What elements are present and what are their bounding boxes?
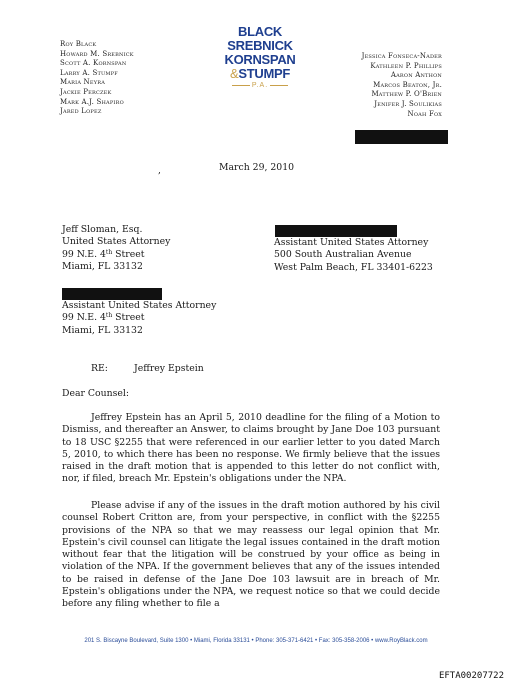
partner-name: Roy Black <box>60 40 97 48</box>
redaction-bar <box>275 225 397 237</box>
firm-logo <box>210 25 310 91</box>
partner-name: Jessica Fonseca-Nader <box>361 52 442 60</box>
body-paragraph-1: Jeffrey Epstein has an April 5, 2010 deadline for the filing of a Motion to Dismiss, and thereafter an Answer, to claims brought by Jane Doe 103 pursuant to 18 USC §2255 that were referenced in our earlier letter to you dated March 5, 2010, to which there has been no response. We firmly believe that the issues raised in the draft motion that is appended to this letter do not conflict with, nor, if filed, breach Mr. Epstein's obligations under the NPA. <box>62 412 440 485</box>
addressee-street: 99 N.E. 4th Street <box>62 248 145 260</box>
letterhead-footer: 201 S. Biscayne Boulevard, Suite 1300 • Miami, Florida 33131 • Phone: 305-371-6421 • Fax: 305-358-2006 • www.RoyBlack.com <box>84 638 428 644</box>
redaction-bar <box>355 130 448 144</box>
addressee-street: 500 South Australian Avenue <box>274 249 412 261</box>
right-partner-list <box>362 52 442 119</box>
partner-name: Jared Lopez <box>60 107 102 116</box>
logo-line: SREBNICK <box>227 38 293 53</box>
addressee-title: Assistant United States Attorney <box>62 300 217 311</box>
partner-name: Noah Fox <box>407 109 442 118</box>
partner-name: Scott A. Kornspan <box>60 59 127 68</box>
partner-name: Jackie Perczek <box>60 87 112 96</box>
addressee-city: Miami, FL 33132 <box>62 260 143 272</box>
addressee-left <box>62 224 170 273</box>
stray-mark: , <box>158 165 161 176</box>
partner-name: Marcos Beaton, Jr. <box>373 80 442 89</box>
redaction-bar <box>62 288 162 300</box>
partner-name: Larry A. Stumpf <box>60 68 118 77</box>
logo-ampersand: & <box>229 66 239 81</box>
body-paragraph-2: Please advise if any of the issues in the draft motion authored by his civil counsel Robert Critton are, from your perspective, in conflict with the §2255 provisions of the NPA so that we may reassess our legal opinion that Mr. Epstein's civil counsel can litigate the legal issues contained in the draft motion without fear that the litigation will be construed by your office as being in violation of the NPA. If the government believes that any of the issues intended to be raised in defense of the Jane Doe 103 lawsuit are in breach of Mr. Epstein's obligations under the NPA, we request notice so that we could decide before any filing whether to file a <box>62 500 440 610</box>
logo-line-amp <box>210 67 310 81</box>
logo-pa <box>210 81 310 91</box>
addressee-third <box>62 300 216 337</box>
partner-name: Jenifer J. Soulikias <box>374 99 442 108</box>
partner-name: Mark A.J. Shapiro <box>60 97 124 106</box>
addressee-street: 99 N.E. 4th Street <box>62 312 145 324</box>
salutation: Dear Counsel: <box>62 388 129 399</box>
addressee-right <box>274 237 433 274</box>
re-subject: Jeffrey Epstein <box>134 363 204 374</box>
logo-line: KORNSPAN <box>224 52 296 67</box>
logo-line: BLACK <box>238 24 282 39</box>
addressee-name: Jeff Sloman, Esq. <box>62 224 143 235</box>
partner-name: Matthew P. O'Brien <box>371 90 442 99</box>
logo-pa-text: P.A. <box>251 82 269 89</box>
addressee-title: United States Attorney <box>62 236 171 248</box>
bates-number: EFTA00207722 <box>438 671 504 681</box>
addressee-city: Miami, FL 33132 <box>62 324 143 336</box>
partner-name: Maria Neyra <box>60 78 106 87</box>
partner-name: Howard M. Srebnick <box>60 49 134 58</box>
left-partner-list <box>60 40 134 117</box>
logo-line: STUMPF <box>238 66 291 81</box>
re-label: RE: <box>91 363 108 374</box>
partner-name: Kathleen P. Phillips <box>370 61 442 70</box>
letter-date: March 29, 2010 <box>219 162 295 173</box>
partner-name: Aaron Anthon <box>390 71 442 80</box>
addressee-city: West Palm Beach, FL 33401-6223 <box>274 261 433 273</box>
addressee-title: Assistant United States Attorney <box>274 237 429 248</box>
